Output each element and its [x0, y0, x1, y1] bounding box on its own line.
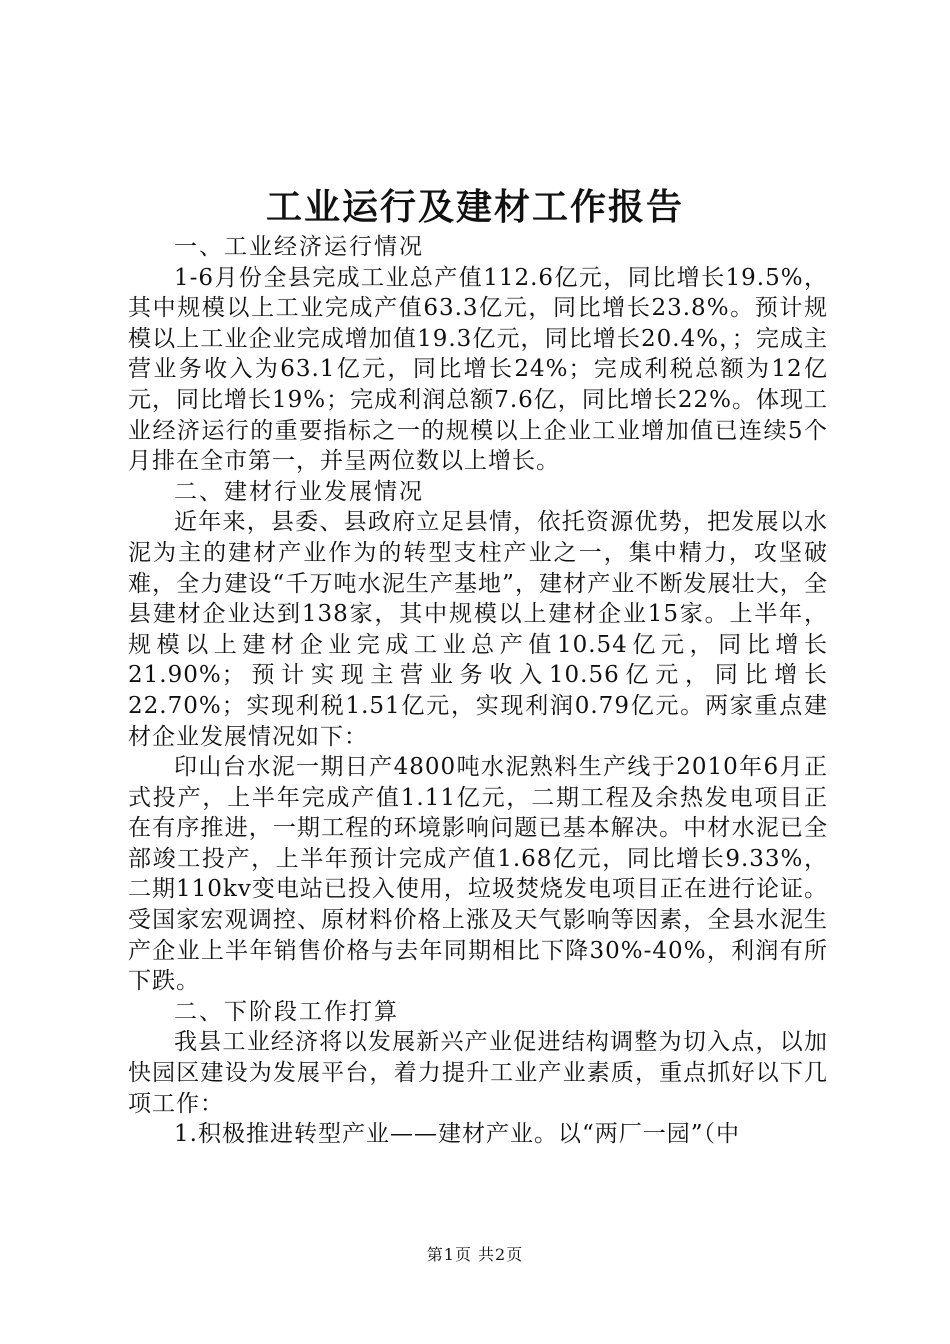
document-title: 工业运行及建材工作报告: [265, 187, 684, 228]
paragraph: 我县工业经济将以发展新兴产业促进结构调整为切入点，以加快园区建设为发展平台，着力提升工业产业素质，重点抓好以下几项工作：: [128, 1029, 828, 1117]
section-heading: 一、工业经济运行情况: [174, 234, 424, 260]
page-footer: 第1页 共2页: [426, 1245, 524, 1264]
paragraph: 1.积极推进转型产业——建材产业。以“两厂一园”（中: [174, 1121, 740, 1148]
paragraph: 印山台水泥一期日产4800吨水泥熟料生产线于2010年6月正式投产，上半年完成产值1.11亿元，二期工程及余热发电项目正在有序推进，一期工程的环境影响问题已基本解决。中材水泥已全部竣工投产，上半年预计完成产值1.68亿元，同比增长9.33%，二期110kv变电站已投入使用，垃圾焚烧发电项目正在进行论证。受国家宏观调控、原材料价格上涨及天气影响等因素，全县水泥生产企业上半年销售价格与去年同期相比下降30%-40%，利润有所下跌。: [128, 754, 828, 995]
document-body: [128, 232, 828, 1150]
paragraph: 1-6月份全县完成工业总产值112.6亿元，同比增长19.5%，其中规模以上工业完成产值63.3亿元，同比增长23.8%。预计规模以上工业企业完成增加值19.3亿元，同比增长20.4%，；完成主营业务收入为63.1亿元，同比增长24%；完成利税总额为12亿元，同比增长19%；完成利润总额7.6亿，同比增长22%。体现工业经济运行的重要指标之一的规模以上企业工业增加值已连续5个月排在全市第一，并呈两位数以上增长。: [128, 264, 828, 475]
section-heading: 二、建材行业发展情况: [174, 478, 424, 505]
paragraph: 近年来，县委、县政府立足县情，依托资源优势，把发展以水泥为主的建材产业作为的转型支柱产业之一，集中精力，攻坚破难，全力建设“千万吨水泥生产基地”，建材产业不断发展壮大，全县建材企业达到138家，其中规模以上建材企业15家。上半年，规模以上建材企业完成工业总产值10.54亿元，同比增长21.90%；预计实现主营业务收入10.56亿元，同比增长22.70%；实现利税1.51亿元，实现利润0.79亿元。两家重点建材企业发展情况如下：: [128, 509, 828, 750]
section-heading: 二、下阶段工作打算: [174, 998, 399, 1025]
